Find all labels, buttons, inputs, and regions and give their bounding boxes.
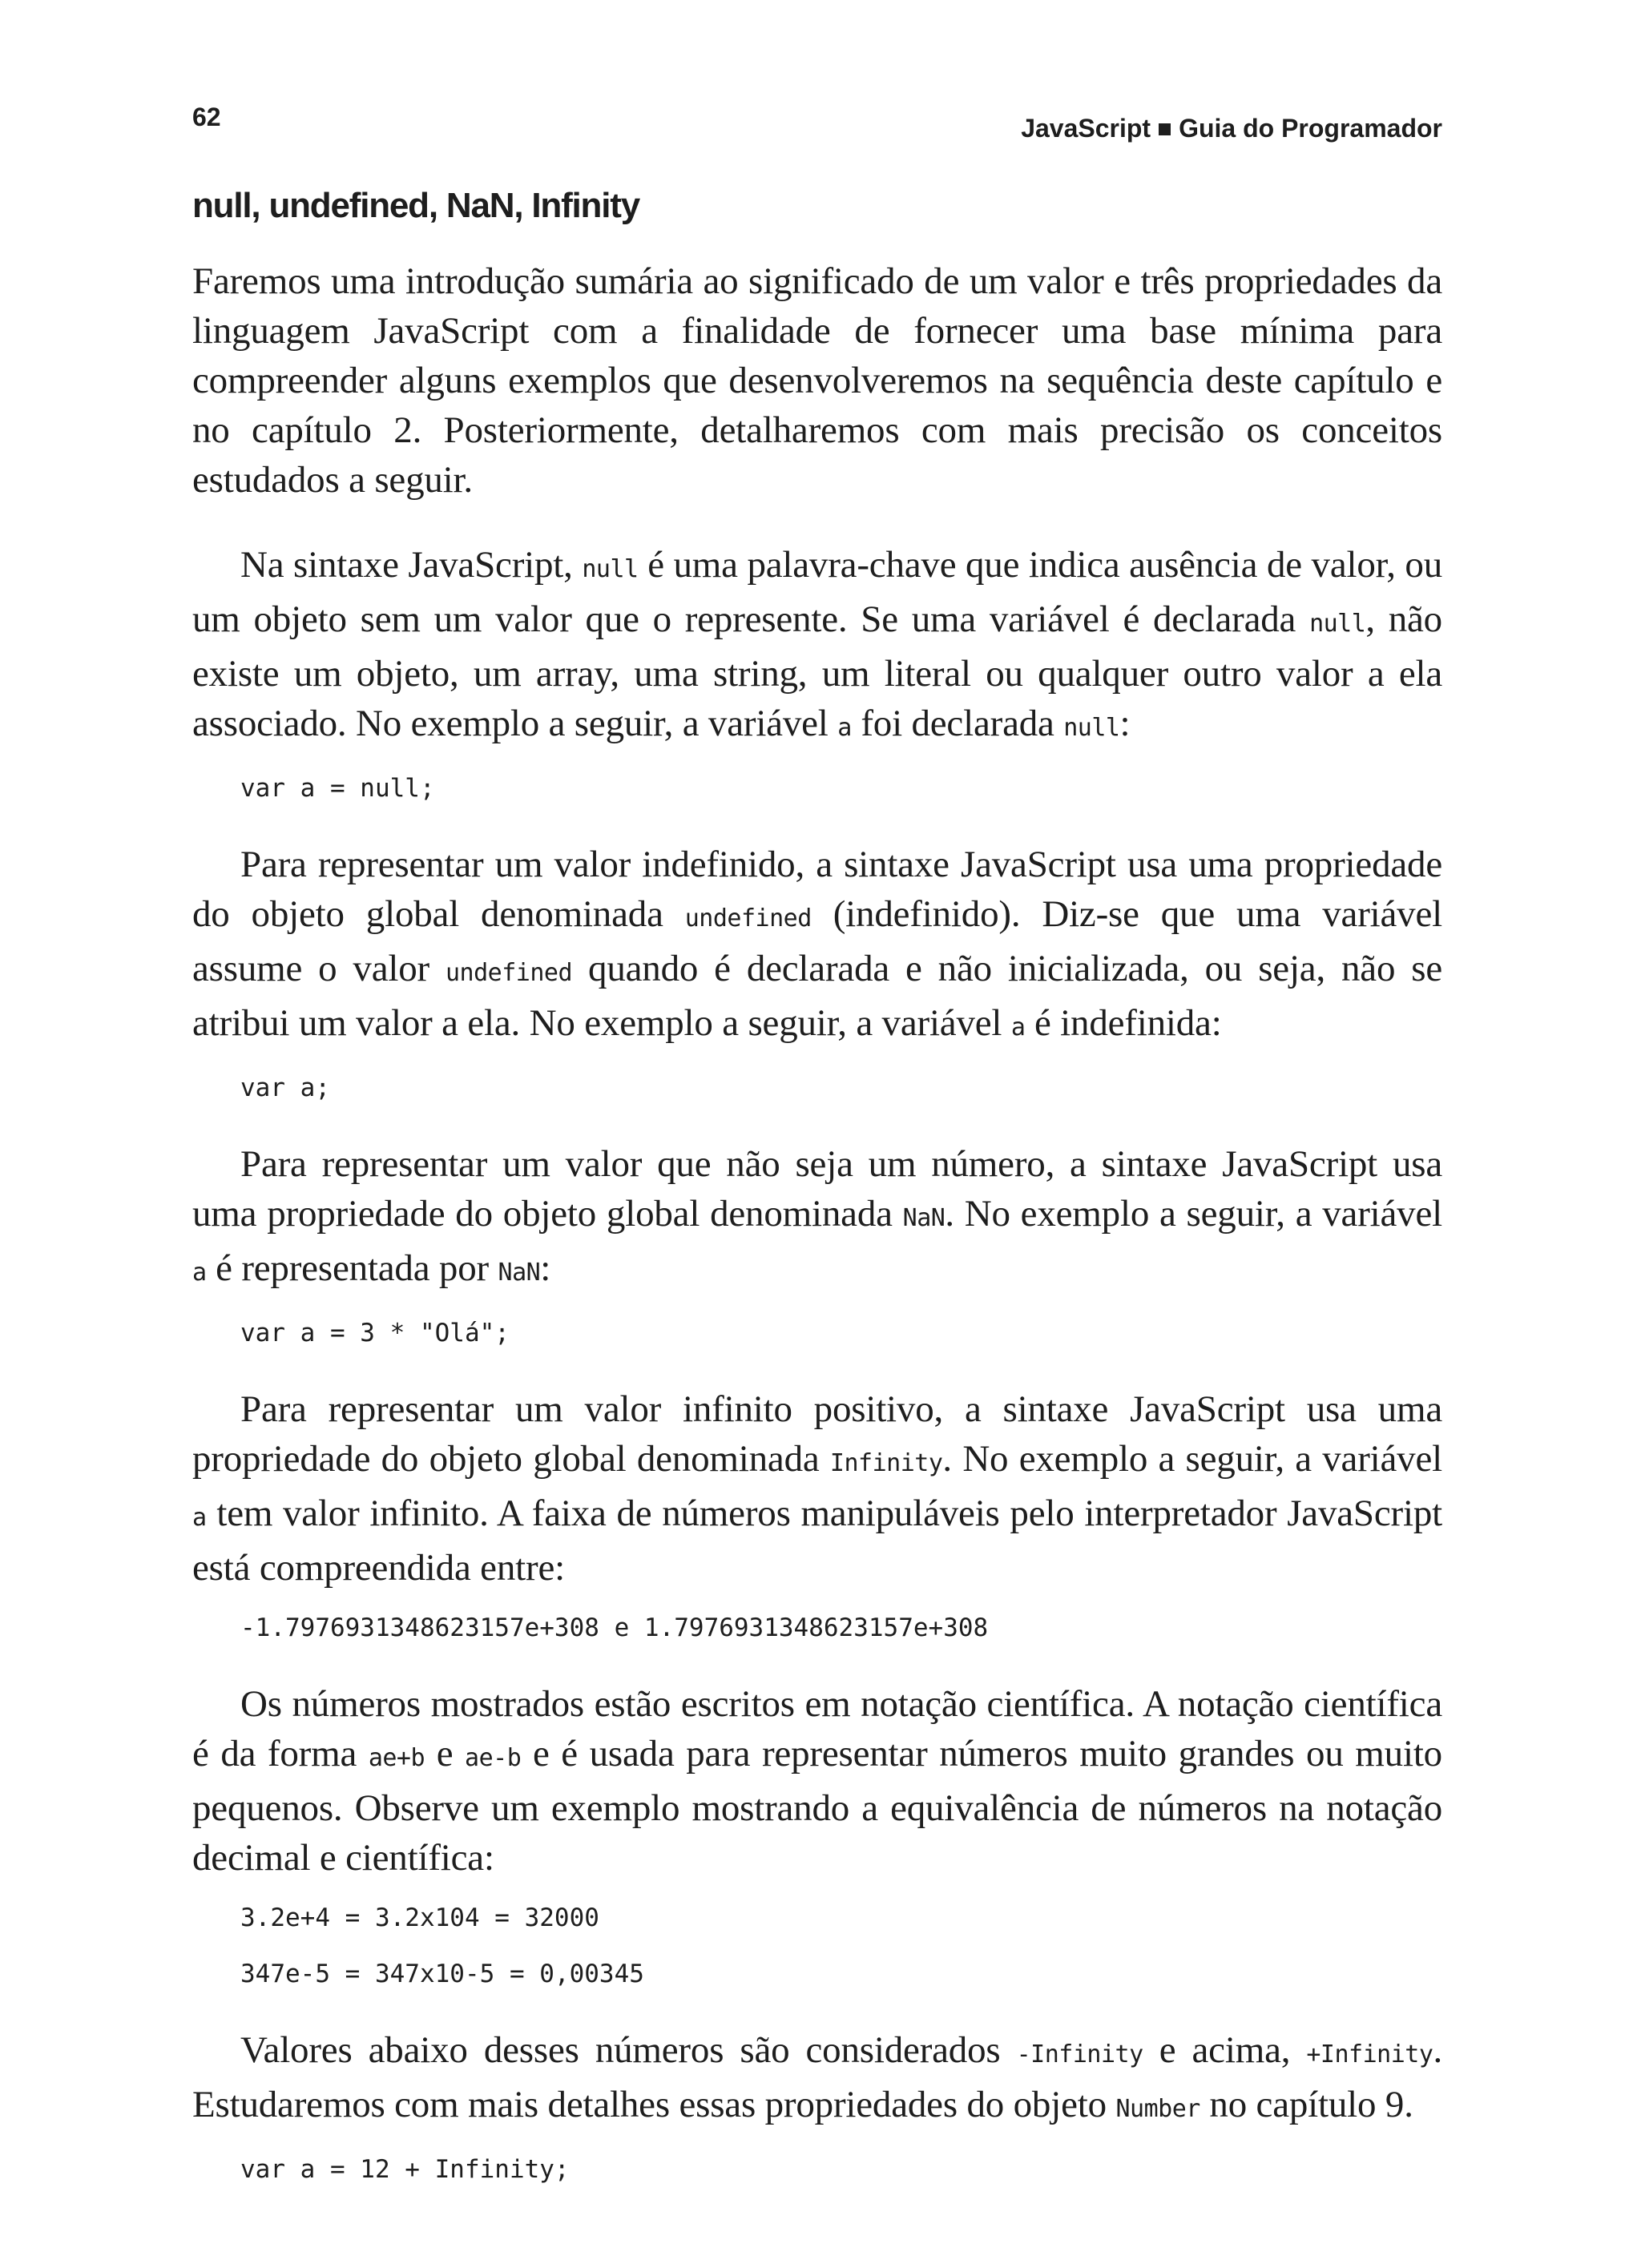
paragraph-intro: Faremos uma introdução sumária ao significado de um valor e três propriedades da linguagem JavaScript com a finalidade de fornecer uma base mínima para compreender alguns exemplos que desenvolveremos na sequência deste capítulo e no capítulo 2. Posteriormente, detalharemos com mais precisão os conceitos estudados a seguir.: [192, 260, 1442, 501]
paragraph-infinity: [192, 1384, 1442, 1593]
text-run: (indefinido). Diz-se que uma variável assume o valor: [192, 893, 1442, 989]
book-title: [1021, 114, 1442, 143]
inline-code: -Infinity: [1016, 2040, 1143, 2069]
paragraph-undefined: [192, 840, 1442, 1053]
text-run: Para representar um valor infinito positivo, a sintaxe JavaScript usa uma propriedade do objeto global denominada: [192, 1388, 1442, 1480]
inline-code: null: [582, 555, 639, 583]
code-example-range: -1.7976931348623157e+308 e 1.7976931348623157e+308: [240, 1613, 989, 1642]
paragraph-infinity-limits: [192, 2025, 1442, 2134]
body-text: [192, 256, 1442, 2185]
inline-code: a: [192, 1259, 207, 1287]
separator-square-icon: [1159, 123, 1171, 135]
inline-code: undefined: [445, 959, 573, 987]
inline-code: a: [1010, 1013, 1026, 1041]
text-run: Para representar um valor indefinido, a sintaxe JavaScript usa uma propriedade do objeto global denominada: [192, 844, 1442, 935]
inline-code: NaN: [902, 1204, 945, 1232]
book-title-right: Guia do Programador: [1179, 114, 1442, 143]
code-example-infinity: var a = 12 + Infinity;: [240, 2155, 570, 2184]
paragraph-scientific-notation: [192, 1679, 1442, 1883]
inline-code: Infinity: [829, 1449, 943, 1477]
section-title: null, undefined, NaN, Infinity: [192, 186, 639, 225]
inline-code: NaN: [498, 1259, 541, 1287]
text-run: e é usada para representar números muito grandes ou muito pequenos. Observe um exemplo mostrando a equivalência de números na notação decimal e científica:: [192, 1733, 1442, 1879]
text-run: no capítulo 9.: [1200, 2084, 1413, 2125]
text-run: tem valor infinito. A faixa de números manipuláveis pelo interpretador JavaScript está compreendida entre:: [192, 1493, 1442, 1589]
text-run: . Estudaremos com mais detalhes essas propriedades do objeto: [192, 2029, 1442, 2125]
text-run: Para representar um valor que não seja um número, a sintaxe JavaScript usa uma propriedade do objeto global denominada: [192, 1143, 1442, 1235]
text-run: . No exemplo a seguir, a variável: [942, 1438, 1442, 1480]
text-run: Os números mostrados estão escritos em notação científica. A notação científica é da forma: [192, 1683, 1442, 1775]
text-run: :: [1119, 703, 1131, 744]
page-number: 62: [192, 103, 221, 131]
text-run: é indefinida:: [1025, 1002, 1222, 1044]
text-run: é uma palavra-chave que indica ausência de valor, ou um objeto sem um valor que o represente. Se uma variável é declarada: [192, 544, 1442, 640]
text-run: Valores abaixo desses números são considerados: [240, 2029, 1017, 2071]
paragraph-null: [192, 540, 1442, 753]
text-run: . No exemplo a seguir, a variável: [945, 1193, 1443, 1235]
inline-code: ae-b: [465, 1744, 522, 1772]
text-run: :: [540, 1247, 551, 1289]
code-example-sci-1: 3.2e+4 = 3.2x104 = 32000: [240, 1903, 599, 1932]
inline-code: a: [837, 714, 852, 742]
code-example-sci-2: 347e-5 = 347x10-5 = 0,00345: [240, 1960, 644, 1988]
text-run: quando é declarada e não inicializada, ou seja, não se atribui um valor a ela. No exemplo a seguir, a variável: [192, 948, 1442, 1044]
inline-code: null: [1309, 610, 1366, 638]
text-run: foi declarada: [851, 703, 1064, 744]
inline-code: a: [192, 1504, 207, 1532]
paragraph-nan: [192, 1139, 1442, 1298]
running-header: [192, 103, 1442, 151]
text-run: e: [425, 1733, 466, 1775]
book-title-left: JavaScript: [1021, 114, 1151, 143]
inline-code: null: [1063, 714, 1120, 742]
inline-code: ae+b: [368, 1744, 425, 1772]
text-run: , não existe um objeto, um array, uma string, um literal ou qualquer outro valor a ela associado. No exemplo a seguir, a variável: [192, 598, 1442, 744]
text-run: Na sintaxe JavaScript,: [240, 544, 583, 586]
inline-code: Number: [1115, 2095, 1200, 2123]
text-run: e acima,: [1143, 2029, 1307, 2071]
inline-code: +Infinity: [1306, 2040, 1433, 2069]
code-example-null: var a = null;: [240, 774, 435, 803]
inline-code: undefined: [684, 904, 812, 933]
text-run: é representada por: [206, 1247, 498, 1289]
code-example-nan: var a = 3 * "Olá";: [240, 1319, 510, 1348]
code-example-undefined: var a;: [240, 1074, 330, 1102]
